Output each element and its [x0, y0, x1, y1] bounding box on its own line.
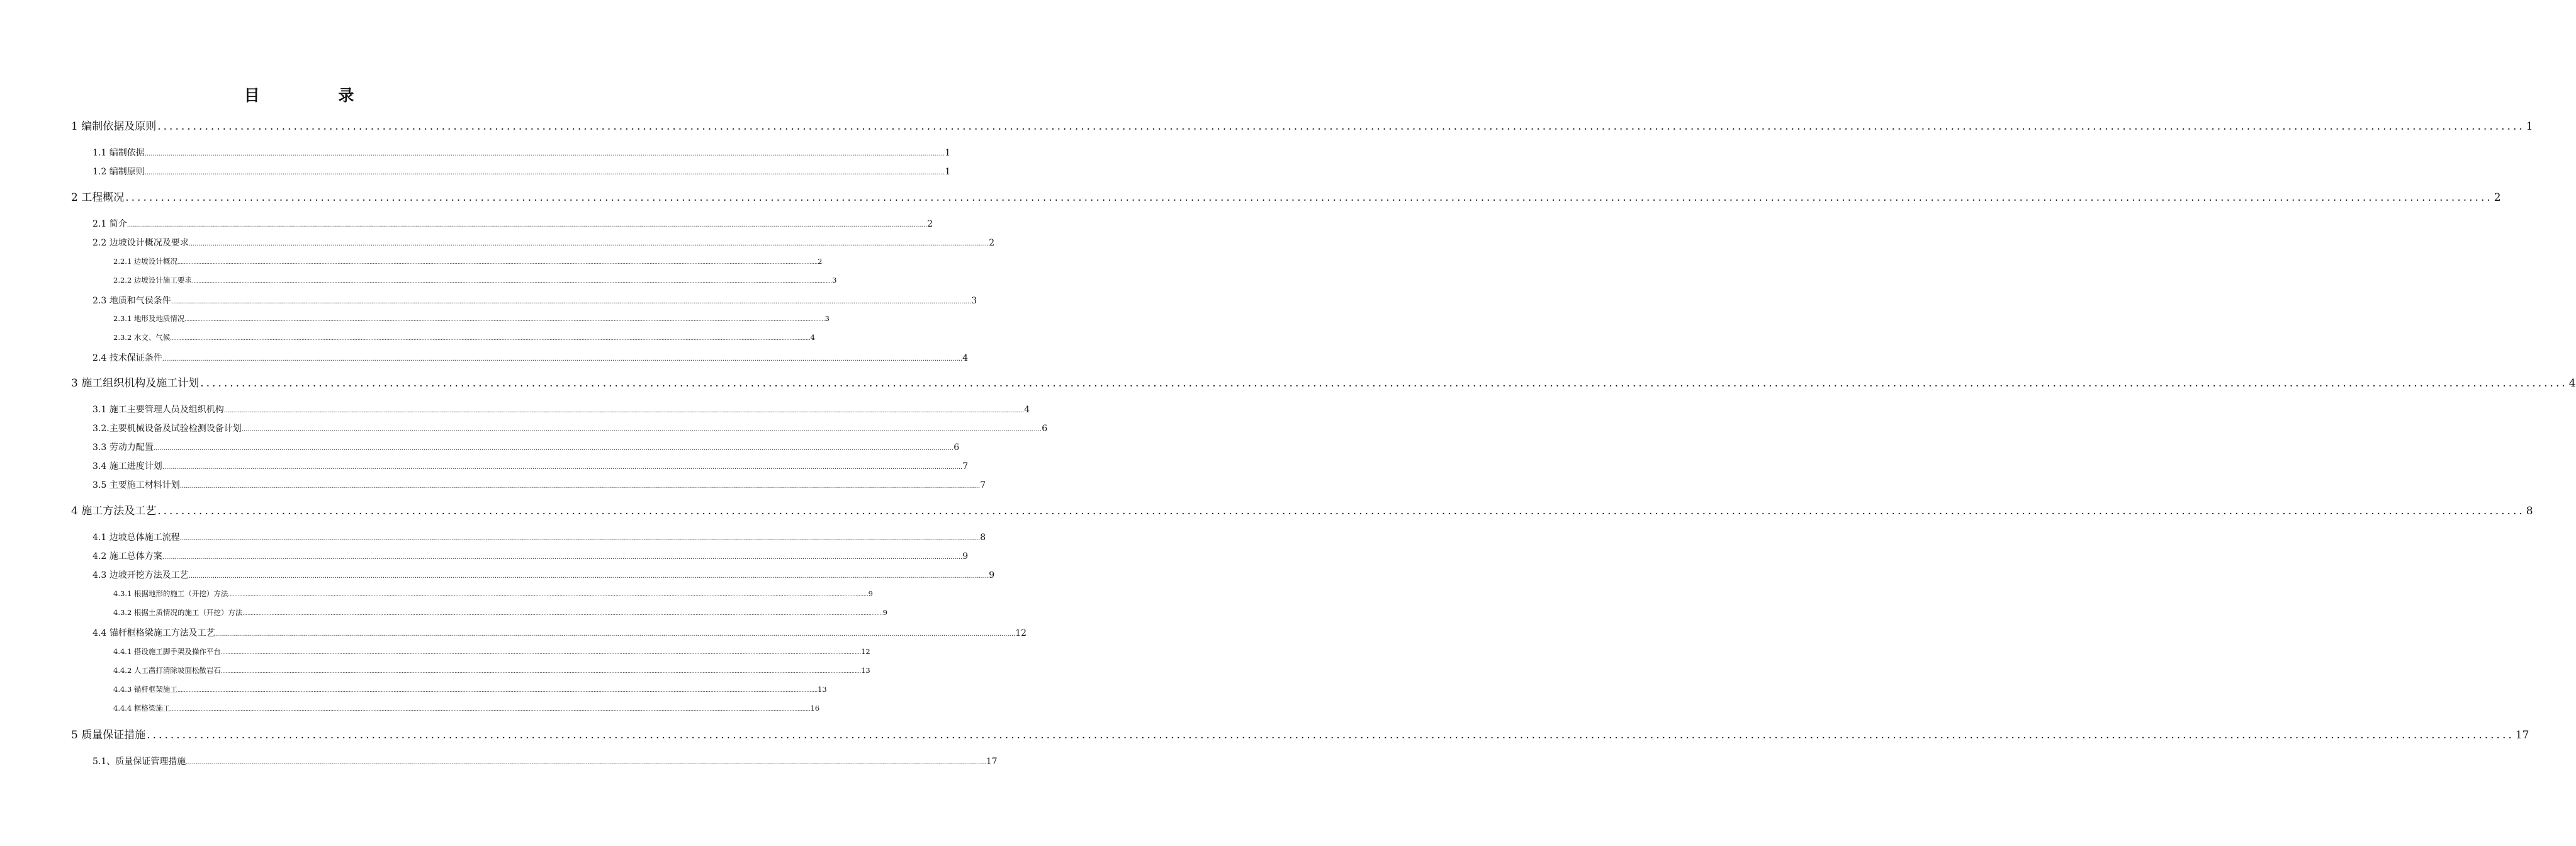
toc-entry-label: 5.1、质量保证管理措施	[93, 757, 186, 767]
toc-entry-level-1[interactable]	[71, 726, 2529, 742]
toc-entry-label: 4.1 边坡总体施工流程	[93, 533, 180, 543]
toc-page-number: 6	[1042, 424, 1048, 434]
toc-entry-level-2[interactable]	[93, 236, 995, 249]
toc-entry-label: 2 工程概况	[71, 191, 125, 204]
toc-entry-label: 4.4.1 搭设施工脚手架及操作平台	[113, 647, 221, 656]
toc-leader-dots: ................................................................................................................................................................................................................................................................................................................................................................................................................	[177, 259, 818, 265]
page-title: 目 录	[244, 86, 391, 104]
toc-leader-dots: ................................................................................................................................................................................................................................................................................................................................................................................................................	[153, 445, 954, 452]
toc-page-number: 2	[989, 238, 995, 248]
toc-page-number: 4	[1024, 405, 1030, 415]
toc-page-number: 8	[2526, 505, 2533, 517]
toc-page-number: 8	[980, 533, 986, 543]
toc-leader-dots: ................................................................................................................................................................................................................................................................................................................................................................................................................	[162, 356, 963, 363]
toc-leader-dots: ................................................................................................................................................................................................................................................................................................................................................................................................................	[144, 169, 945, 176]
toc-entry-label: 2.1 简介	[93, 219, 127, 229]
toc-entry-level-1[interactable]	[71, 502, 2533, 517]
toc-leader-dots: ................................................................................................................................................................................................................................................................................................................................................................................................................	[147, 729, 2514, 742]
toc-entry-label: 1.2 编制原则	[93, 167, 145, 177]
toc-page-number: 12	[861, 647, 870, 656]
toc-entry-level-3[interactable]	[113, 332, 815, 342]
toc-leader-dots: ................................................................................................................................................................................................................................................................................................................................................................................................................	[125, 191, 2493, 204]
toc-page-number: 1	[2526, 120, 2533, 133]
toc-page-number: 3	[832, 276, 837, 285]
toc-entry-level-3[interactable]	[113, 665, 870, 675]
toc-entry-label: 3.2.主要机械设备及试验检测设备计划	[93, 424, 242, 434]
toc-entry-level-2[interactable]	[93, 217, 933, 230]
toc-leader-dots: ................................................................................................................................................................................................................................................................................................................................................................................................................	[179, 483, 981, 490]
toc-leader-dots: ................................................................................................................................................................................................................................................................................................................................................................................................................	[162, 464, 963, 471]
toc-entry-label: 4.3.2 根据土质情况的施工（开挖）方法	[113, 608, 243, 617]
toc-entry-label: 4.3.1 根据地形的施工（开挖）方法	[113, 589, 228, 598]
toc-entry-label: 4.4.4 框格梁施工	[113, 704, 171, 713]
toc-leader-dots: ................................................................................................................................................................................................................................................................................................................................................................................................................	[191, 278, 833, 284]
toc-entry-level-2[interactable]	[93, 531, 986, 543]
toc-leader-dots: ................................................................................................................................................................................................................................................................................................................................................................................................................	[157, 120, 2525, 133]
toc-entry-level-2[interactable]	[93, 146, 951, 159]
toc-leader-dots: ................................................................................................................................................................................................................................................................................................................................................................................................................	[242, 611, 883, 616]
toc-entry-label: 2.3.1 地形及地质情况	[113, 314, 185, 323]
toc-entry-label: 4.2 施工总体方案	[93, 551, 162, 561]
toc-leader-dots: ................................................................................................................................................................................................................................................................................................................................................................................................................	[188, 573, 989, 580]
toc-entry-label: 1.1 编制依据	[93, 148, 145, 158]
toc-page-number: 1	[945, 167, 951, 177]
toc-leader-dots: ................................................................................................................................................................................................................................................................................................................................................................................................................	[223, 407, 1025, 414]
toc-entry-level-3[interactable]	[113, 703, 820, 713]
toc-page-number: 9	[882, 608, 887, 617]
toc-page-number: 17	[986, 757, 998, 767]
toc-entry-level-2[interactable]	[93, 165, 951, 178]
toc-leader-dots: ................................................................................................................................................................................................................................................................................................................................................................................................................	[177, 687, 818, 693]
toc-leader-dots: ................................................................................................................................................................................................................................................................................................................................................................................................................	[220, 650, 862, 655]
toc-page-number: 16	[810, 704, 820, 713]
toc-page-number: 4	[810, 333, 815, 342]
toc-entry-label: 3.1 施工主要管理人员及组织机构	[93, 405, 224, 415]
toc-page-number: 9	[868, 589, 873, 598]
toc-leader-dots: ................................................................................................................................................................................................................................................................................................................................................................................................................	[186, 759, 986, 766]
toc-leader-dots: ................................................................................................................................................................................................................................................................................................................................................................................................................	[184, 317, 825, 322]
toc-entry-label: 4.4.3 锚杆框架施工	[113, 685, 177, 694]
toc-entry-level-2[interactable]	[93, 351, 969, 364]
toc-page-number: 3	[824, 314, 830, 323]
toc-entry-label: 3.5 主要施工材料计划	[93, 480, 180, 490]
toc-entry-level-2[interactable]	[93, 568, 995, 581]
toc-entry-label: 4.4 锚杆框格梁施工方法及工艺	[93, 628, 215, 638]
toc-entry-label: 2.2.2 边坡设计施工要求	[113, 276, 192, 285]
toc-leader-dots: ................................................................................................................................................................................................................................................................................................................................................................................................................	[170, 336, 811, 341]
toc-entry-label: 4.4.2 人工凿打清除坡面松散岩石	[113, 666, 221, 675]
toc-page-number: 6	[953, 443, 960, 453]
toc-entry-label: 4 施工方法及工艺	[71, 505, 157, 517]
toc-entry-label: 2.2.1 边坡设计概况	[113, 257, 177, 266]
toc-entry-level-1[interactable]	[71, 117, 2533, 133]
toc-entry-level-2[interactable]	[93, 626, 1027, 639]
toc-page-number: 2	[818, 257, 823, 266]
toc-page-number: 2	[927, 219, 933, 229]
toc-leader-dots: ................................................................................................................................................................................................................................................................................................................................................................................................................	[215, 631, 1016, 638]
toc-leader-dots: ................................................................................................................................................................................................................................................................................................................................................................................................................	[188, 240, 989, 247]
toc-leader-dots: ................................................................................................................................................................................................................................................................................................................................................................................................................	[157, 505, 2525, 517]
toc-page-number: 12	[1015, 628, 1027, 638]
toc-entry-label: 3 施工组织机构及施工计划	[71, 377, 200, 390]
toc-entry-level-3[interactable]	[113, 646, 870, 657]
toc-entry-level-3[interactable]	[113, 256, 823, 266]
toc-leader-dots: ................................................................................................................................................................................................................................................................................................................................................................................................................	[144, 150, 945, 157]
toc-leader-dots: ................................................................................................................................................................................................................................................................................................................................................................................................................	[200, 377, 2568, 390]
toc-entry-level-2[interactable]	[93, 422, 1048, 434]
toc-entry-level-3[interactable]	[113, 607, 887, 618]
toc-entry-level-2[interactable]	[93, 403, 1030, 415]
toc-leader-dots: ................................................................................................................................................................................................................................................................................................................................................................................................................	[162, 554, 963, 561]
toc-page-number: 4	[962, 353, 969, 363]
toc-entry-label: 3.4 施工进度计划	[93, 461, 162, 471]
toc-page-number: 7	[980, 480, 986, 490]
toc-entry-label: 2.4 技术保证条件	[93, 353, 162, 363]
toc-entry-label: 4.3 边坡开挖方法及工艺	[93, 570, 189, 580]
toc-leader-dots: ................................................................................................................................................................................................................................................................................................................................................................................................................	[228, 592, 869, 597]
toc-page-number: 2	[2494, 191, 2501, 204]
toc-entry-level-2[interactable]	[93, 441, 960, 453]
toc-entry-label: 2.2 边坡设计概况及要求	[93, 238, 189, 248]
toc-page-number: 9	[962, 551, 969, 561]
toc-page-number: 3	[971, 296, 977, 306]
toc-entry-level-2[interactable]	[93, 460, 969, 472]
toc-page-number: 9	[989, 570, 995, 580]
toc-entry-level-2[interactable]	[93, 755, 998, 767]
toc-entry-label: 2.3 地质和气侯条件	[93, 296, 171, 306]
toc-entry-level-1[interactable]	[71, 374, 2576, 390]
toc-leader-dots: ................................................................................................................................................................................................................................................................................................................................................................................................................	[220, 668, 862, 674]
toc-entry-level-2[interactable]	[93, 294, 977, 307]
toc-page-number: 7	[962, 461, 969, 471]
toc-entry-label: 3.3 劳动力配置	[93, 443, 154, 453]
toc-page-number: 4	[2568, 377, 2576, 390]
toc-entry-level-3[interactable]	[113, 275, 837, 285]
toc-page-number: 13	[861, 666, 870, 675]
toc-leader-dots: ................................................................................................................................................................................................................................................................................................................................................................................................................	[171, 298, 972, 305]
toc-entry-level-3[interactable]	[113, 589, 873, 599]
toc-entry-level-2[interactable]	[93, 478, 986, 491]
toc-leader-dots: ................................................................................................................................................................................................................................................................................................................................................................................................................	[170, 706, 811, 712]
toc-entry-label: 5 质量保证措施	[71, 729, 146, 742]
toc-entry-level-3[interactable]	[113, 313, 830, 324]
toc-leader-dots: ................................................................................................................................................................................................................................................................................................................................................................................................................	[127, 222, 928, 228]
toc-entry-label: 2.3.2 水文、气候	[113, 333, 171, 342]
toc-entry-label: 1 编制依据及原则	[71, 120, 157, 133]
toc-page-number: 13	[818, 685, 827, 694]
toc-page-number: 17	[2515, 729, 2529, 742]
toc-leader-dots: ................................................................................................................................................................................................................................................................................................................................................................................................................	[241, 426, 1042, 433]
toc-entry-level-1[interactable]	[71, 188, 2501, 204]
toc-entry-level-2[interactable]	[93, 550, 969, 562]
toc-leader-dots: ................................................................................................................................................................................................................................................................................................................................................................................................................	[179, 535, 981, 542]
toc-entry-level-3[interactable]	[113, 684, 827, 694]
toc-page-number: 1	[945, 148, 951, 158]
